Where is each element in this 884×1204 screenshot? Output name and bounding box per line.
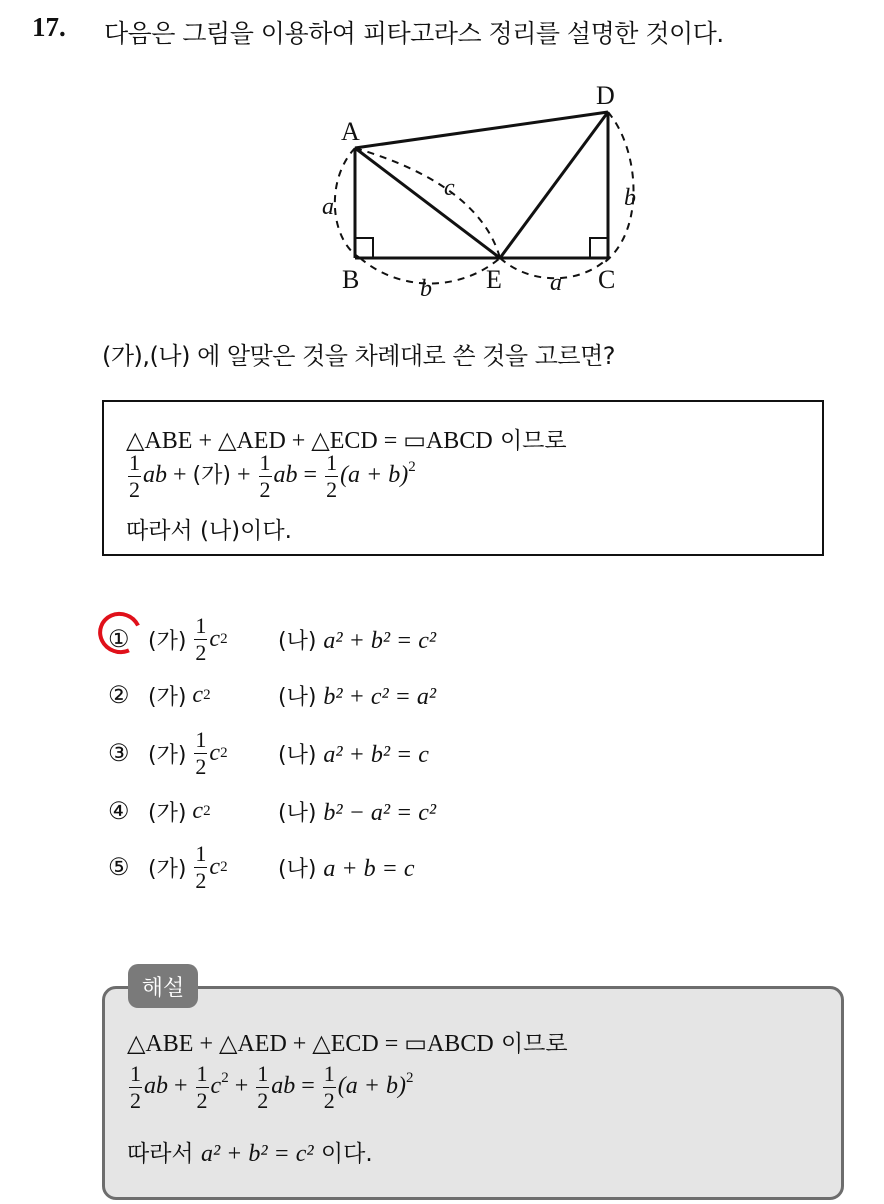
explanation-line-3 xyxy=(127,1135,373,1168)
choice-number: ④ xyxy=(108,798,130,825)
term-ab: ab xyxy=(273,462,298,489)
explanation-line-1-math: △ABE + △AED + △ECD = ▭ABCD xyxy=(127,1031,494,1057)
fraction-half: $\frac{1}{2}$ xyxy=(196,1061,208,1113)
choice-na: (나) a² + b² = c² xyxy=(278,627,437,654)
label-side-b-right: b xyxy=(624,185,636,211)
fraction-half: $\frac{1}{2}$ xyxy=(195,840,207,893)
choice-number: ② xyxy=(108,682,130,709)
explanation-line-3-math: a² + b² = c² xyxy=(200,1141,314,1167)
label-side-a-bottom: a xyxy=(550,270,562,296)
fraction-half: $\frac{1}{2}$ xyxy=(257,1061,269,1113)
label-a-vertex: A xyxy=(341,117,360,146)
choice-ga: (가) c 2 xyxy=(148,681,211,710)
label-side-b-bottom: b xyxy=(420,276,432,300)
segment-ad xyxy=(355,112,608,148)
fraction-half: $\frac{1}{2}$ xyxy=(195,612,207,665)
label-b-vertex: B xyxy=(342,265,360,294)
question-text: 다음은 그림을 이용하여 피타고라스 정리를 설명한 것이다. xyxy=(104,19,724,48)
sub-question: (가),(나) 에 알맞은 것을 차례대로 쓴 것을 고르면? xyxy=(102,342,616,370)
fraction-half: $\frac{1}{2}$ xyxy=(130,1061,141,1113)
fraction-half: $\frac{1}{2}$ xyxy=(195,726,207,779)
blank-ga: (가) xyxy=(192,463,231,489)
label-side-a-left: a xyxy=(322,194,334,220)
blank-na: (나) xyxy=(199,518,241,544)
choice-ga: (가) c 2 xyxy=(148,797,211,826)
choice-number: ③ xyxy=(108,740,130,767)
fraction-half: $\frac{1}{2}$ xyxy=(259,450,271,502)
choice-item[interactable] xyxy=(108,612,436,666)
right-angle-b xyxy=(355,238,373,258)
choice-item[interactable] xyxy=(108,668,436,722)
choice-item[interactable] xyxy=(108,726,429,780)
term-c: c xyxy=(210,1073,222,1100)
question-number: 17. xyxy=(32,12,66,42)
right-angle-c xyxy=(590,238,608,258)
segment-ae xyxy=(355,148,500,258)
proof-line-3-ko: 따라서 xyxy=(126,518,200,544)
term-ab: ab xyxy=(143,462,167,489)
choice-na: (나) b² + c² = a² xyxy=(278,683,437,710)
proof-line-1 xyxy=(126,422,567,455)
choice-na: (나) a² + b² = c xyxy=(278,741,429,768)
choice-na: (나) a + b = c xyxy=(278,855,415,882)
fraction-half: $\frac{1}{2}$ xyxy=(129,450,140,502)
explanation-box xyxy=(102,986,844,1200)
proof-line-1-ko: 이므로 xyxy=(492,428,567,454)
fraction-half: $\frac{1}{2}$ xyxy=(326,450,338,502)
term-rhs: (a + b) xyxy=(337,1073,406,1100)
pythagoras-figure xyxy=(300,80,660,300)
proof-line-2: $\frac{1}{2}$ ab + (가) + $\frac{1}{2}$ ab = $\frac{1}{2}$ $(a + b)^2$ xyxy=(129,450,416,502)
choice-ga: (가) $\frac{1}{2}$ c 2 xyxy=(148,726,228,779)
proof-line-1-math: △ABE + △AED + △ECD = ▭ABCD xyxy=(126,428,493,454)
label-d-vertex: D xyxy=(596,81,615,110)
proof-line-3-end: 이다. xyxy=(240,518,292,544)
explanation-line-2: $\frac{1}{2}$ ab + $\frac{1}{2}$ $c^2$ + $\frac{1}{2}$ ab = $\frac{1}{2}$ $(a + b)^2$ xyxy=(130,1061,414,1113)
choice-item[interactable] xyxy=(108,840,414,894)
choice-ga: (가) $\frac{1}{2}$ c 2 xyxy=(148,840,228,893)
explanation-line-1-ko: 이므로 xyxy=(493,1031,568,1057)
explanation-tab: 해설 xyxy=(128,964,198,1008)
term-rhs: (a + b) xyxy=(340,462,409,489)
term-ab: ab xyxy=(271,1073,296,1100)
fraction-half: $\frac{1}{2}$ xyxy=(323,1061,335,1113)
label-c-vertex: C xyxy=(598,265,616,294)
proof-line-3 xyxy=(126,512,292,545)
segment-ed xyxy=(500,112,608,258)
label-e-vertex: E xyxy=(486,265,502,294)
explanation-line-3-end: 이다. xyxy=(313,1141,373,1167)
choice-ga: (가) $\frac{1}{2}$ c 2 xyxy=(148,612,228,665)
proof-box xyxy=(102,400,824,556)
explanation-line-1 xyxy=(127,1025,568,1058)
choice-item[interactable] xyxy=(108,784,436,838)
choice-na: (나) b² − a² = c² xyxy=(278,799,437,826)
term-ab: ab xyxy=(144,1073,168,1100)
label-side-c: c xyxy=(444,175,455,201)
choice-number: ① xyxy=(108,626,130,653)
choice-number: ⑤ xyxy=(108,854,130,881)
explanation-line-3-ko: 따라서 xyxy=(127,1141,201,1167)
